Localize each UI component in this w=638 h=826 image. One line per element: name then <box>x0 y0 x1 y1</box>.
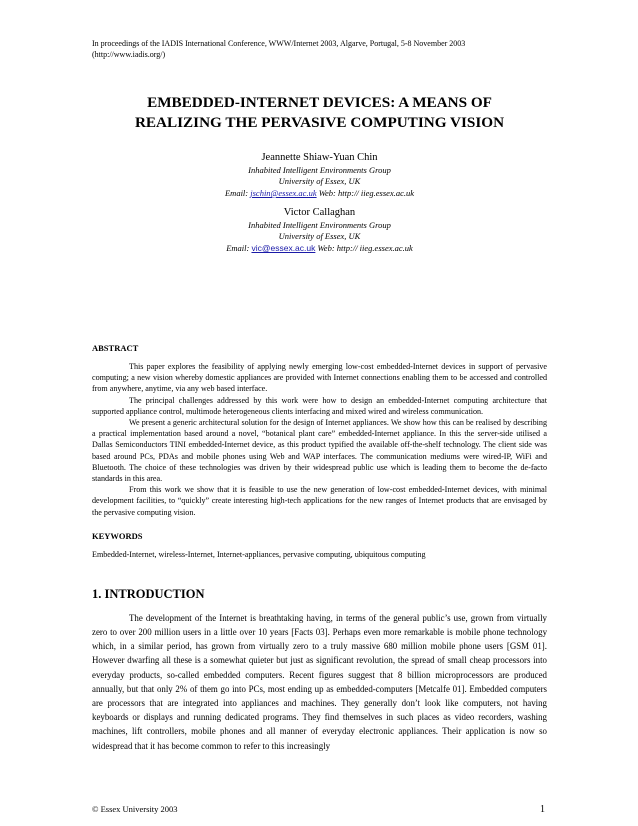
author-name: Jeannette Shiaw-Yuan Chin <box>261 152 378 163</box>
email-link[interactable]: vic@essex.ac.uk <box>251 243 316 253</box>
title-line-1: EMBEDDED-INTERNET DEVICES: A MEANS OF <box>147 94 492 111</box>
email-link[interactable]: jschin@essex.ac.uk <box>250 188 317 198</box>
author-contact <box>92 187 547 199</box>
abstract-paragraph: The principal challenges addressed by this work were how to design an embedded-Internet computing architecture that supported appliance control, multimode heterogeneous clients interfacing and mixed wired and wireless communication. <box>92 395 547 416</box>
web-address: Web: http:// iieg.essex.ac.uk <box>317 243 413 253</box>
proceedings-note <box>92 38 547 60</box>
page-number: 1 <box>540 804 545 815</box>
keywords-heading: KEYWORDS <box>92 530 143 541</box>
keywords-text: Embedded-Internet, wireless-Internet, Internet-appliances, pervasive computing, ubiquitous computing <box>92 549 426 559</box>
introduction-heading: 1. INTRODUCTION <box>92 586 205 601</box>
introduction-paragraph: The development of the Internet is breathtaking having, in terms of the general public’s use, grown from virtually zero to over 200 million users in a little over 10 years [Facts 03]. Perhaps even more remarkable is mobile phone technology which, in a similar period, has grown from virtually zero to a truly massive 680 million mobile phone users [GSM 01]. However dwarfing all these is a somewhat quieter but just as significant revolution, the spread of small cheap processors into everyday products, so-called embedded computers. Recent figures suggest that 8 billion microprocessors are produced annually, but that only 2% of them go into PCs, most ending up as embedded-computers [Metcalfe 01]. Embedded computers are processors that are integrated into appliances and machines. They generally don’t look like computers, not having keyboards or displays and running dedicated programs. They find themselves in such places as video recorders, washing machines, lift controllers, mobile phones and all manner of everyday electronic appliances. Their application is now so widespread that it has become common to refer to this increasingly <box>92 612 547 751</box>
copyright-notice: © Essex University 2003 <box>92 804 178 814</box>
author-block-2 <box>92 206 547 254</box>
paper-page <box>92 38 547 753</box>
author-group: Inhabited Intelligent Environments Group <box>248 220 391 230</box>
proceedings-line: In proceedings of the IADIS International Conference, WWW/Internet 2003, Algarve, Portugal, 5-8 November 2003 <box>92 39 466 48</box>
email-label: Email: <box>226 243 250 253</box>
abstract-heading: ABSTRACT <box>92 343 139 353</box>
introduction-body <box>92 611 547 753</box>
author-block-1 <box>92 151 547 199</box>
author-contact <box>92 242 547 254</box>
author-university: University of Essex, UK <box>278 231 361 241</box>
abstract-paragraph: This paper explores the feasibility of applying newly emerging low-cost embedded-Internet devices in support of pervasive computing; a new vision whereby domestic appliances are provided with Internet connections enabling them to be accessed and controlled from anywhere, anytime, via any web based interface. <box>92 362 547 394</box>
page-footer <box>92 804 547 815</box>
abstract-paragraph: From this work we show that it is feasible to use the new generation of low-cost embedded-Internet devices, with minimal development facilities, to “quickly” create interesting high-tech applications for the new ranges of Internet products that are envisaged by the pervasive computing vision. <box>92 485 547 517</box>
abstract-body <box>92 361 547 518</box>
abstract-paragraph: We present a generic architectural solution for the design of Internet appliances. We show how this can be realised by describing a practical implementation based around a novel, “botanical plant care” embedded-Internet appliance. In this the server-side utilised a Dallas Semiconductors TINI embedded-Internet device, as this product typified the available off-the-shelf technology. The client side was based around PCs, PDAs and mobile phones using Web and WAP interfaces. The communication mediums were wired-IP, WiFi and Bluetooth. The choice of these technologies was driven by their widespread public use which is leading them to become the de-facto standards in this area. <box>92 418 547 484</box>
title-line-2: REALIZING THE PERVASIVE COMPUTING VISION <box>134 114 505 131</box>
proceedings-url: (http://www.iadis.org/) <box>92 50 166 59</box>
author-university: University of Essex, UK <box>278 176 361 186</box>
author-group: Inhabited Intelligent Environments Group <box>248 165 391 175</box>
paper-title <box>92 93 547 133</box>
email-label: Email: <box>224 188 249 198</box>
author-name: Victor Callaghan <box>283 207 356 218</box>
web-address: Web: http:// iieg.essex.ac.uk <box>318 188 415 198</box>
